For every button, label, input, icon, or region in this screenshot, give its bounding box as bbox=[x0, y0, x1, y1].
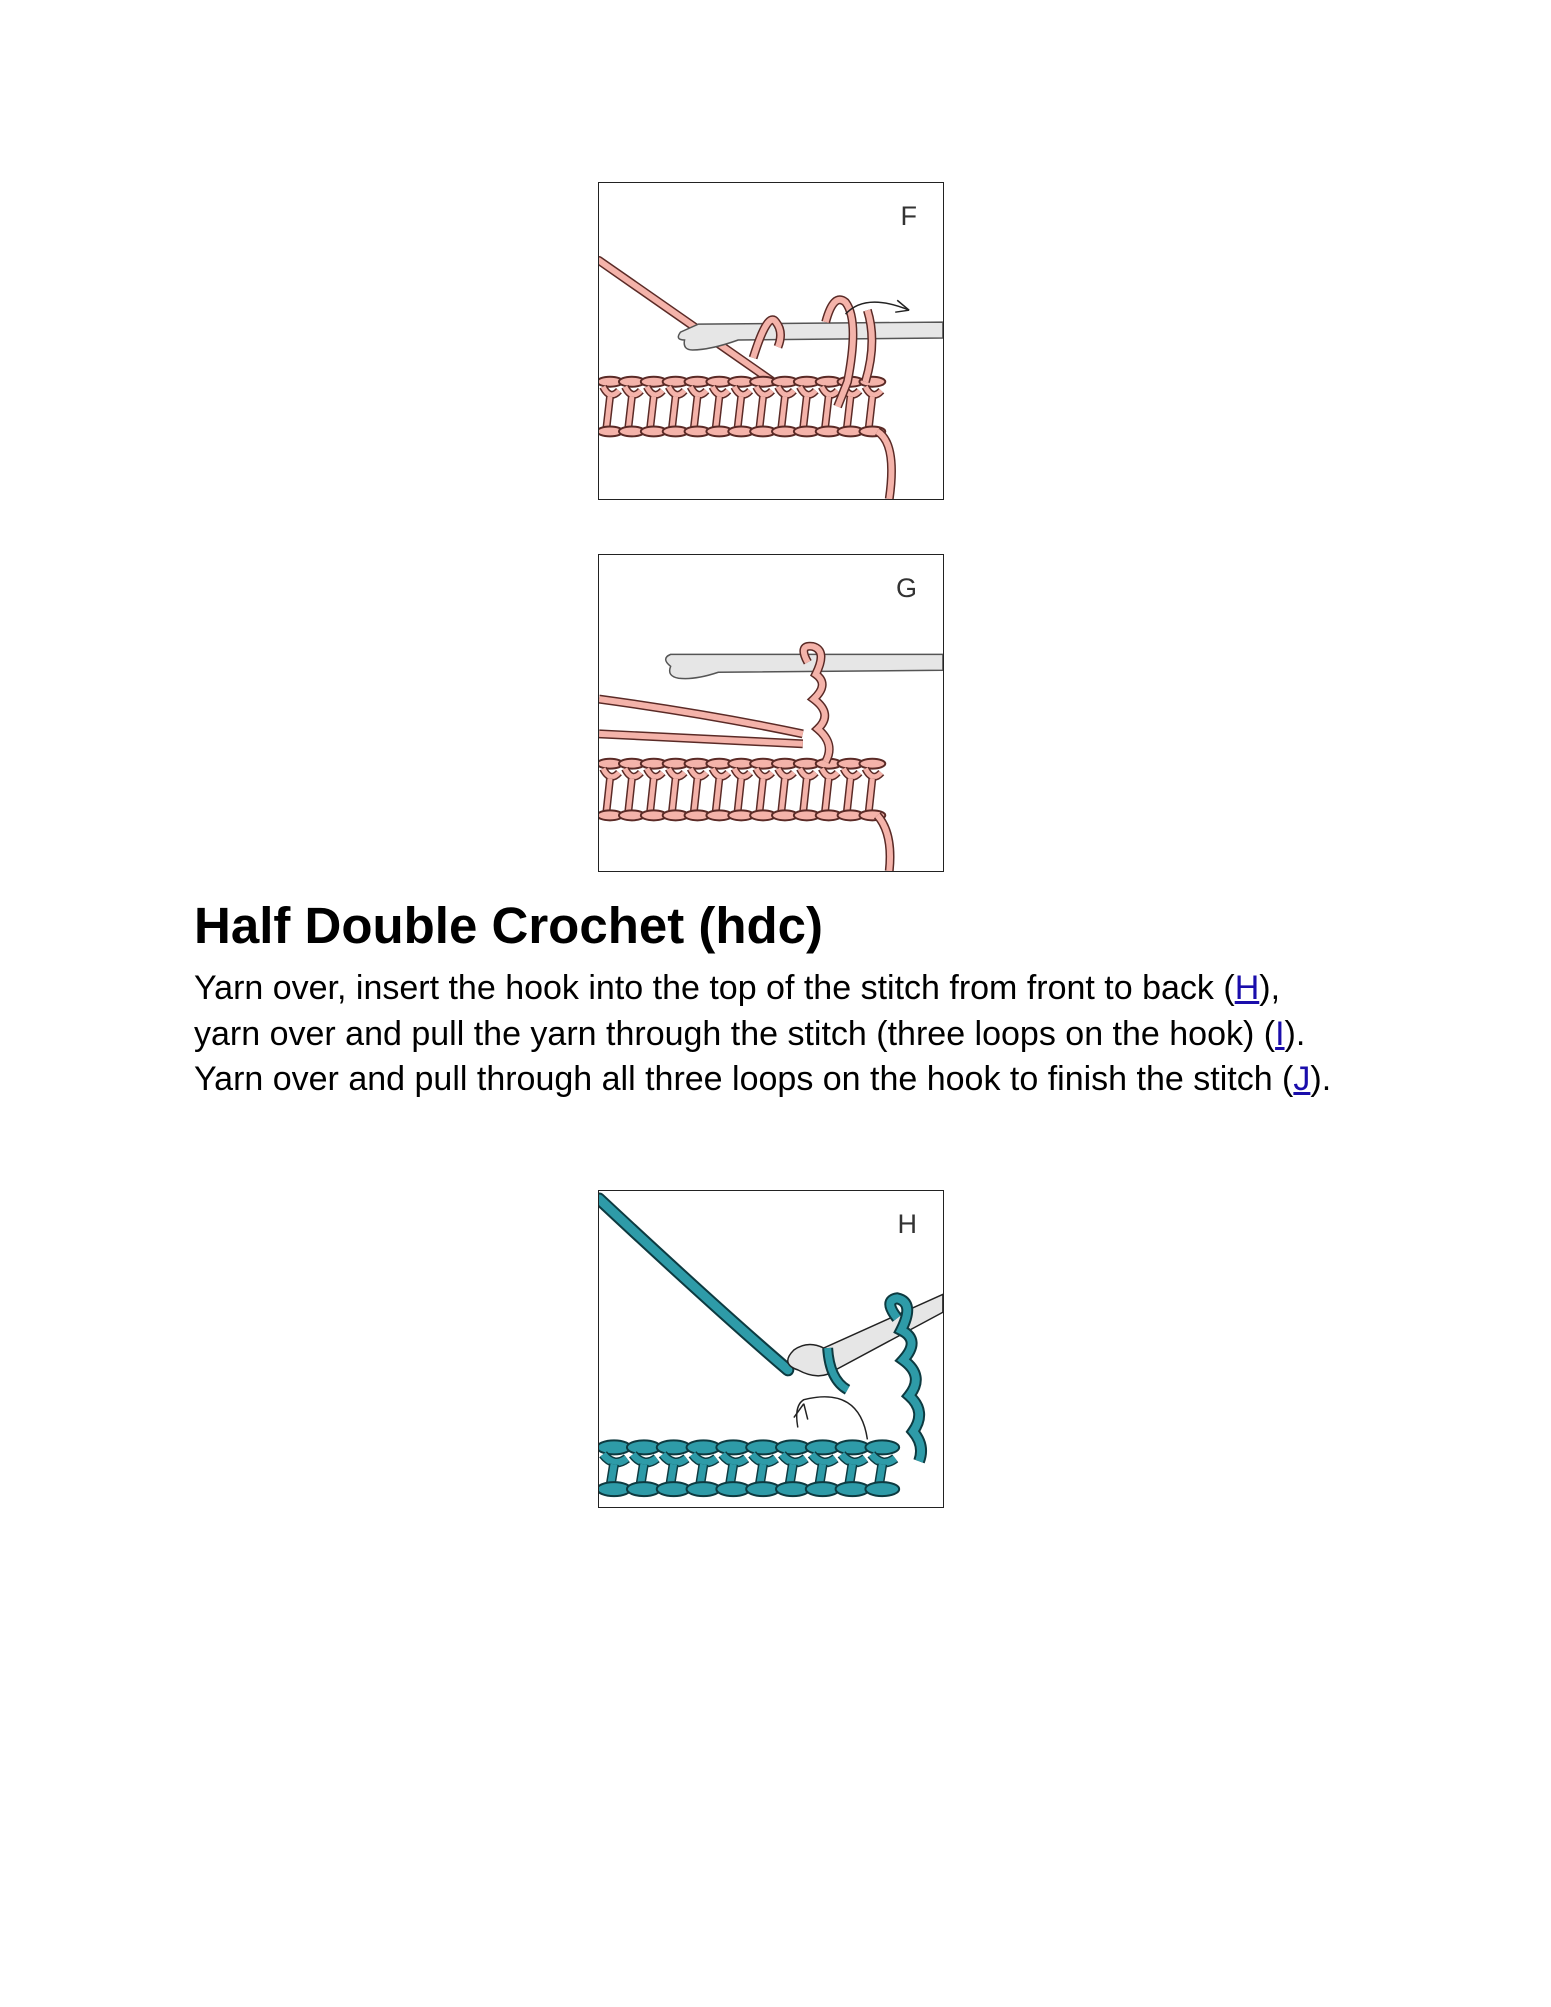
figure-h-illustration bbox=[598, 1190, 944, 1508]
paragraph-text: Yarn over, insert the hook into the top of the stitch from front to back ( bbox=[194, 969, 1235, 1007]
figure-f-illustration bbox=[598, 182, 944, 500]
figure-j-link[interactable]: J bbox=[1293, 1060, 1311, 1098]
figure-h-link[interactable]: H bbox=[1234, 969, 1260, 1007]
instructions-paragraph bbox=[194, 966, 1354, 1103]
crochet-illustration-f bbox=[599, 183, 943, 499]
crochet-illustration-h bbox=[599, 1191, 943, 1507]
figure-i-link[interactable]: I bbox=[1275, 1014, 1285, 1053]
paragraph-text: ). bbox=[1310, 1060, 1332, 1098]
figure-g-illustration bbox=[598, 554, 944, 872]
crochet-illustration-g bbox=[599, 555, 943, 871]
figure-label: H bbox=[897, 1209, 917, 1239]
figure-label: G bbox=[895, 573, 917, 603]
section-heading: Half Double Crochet (hdc) bbox=[194, 897, 824, 954]
figure-label: F bbox=[900, 201, 917, 231]
paragraph-text: ). Yarn over and pull through all three loops on the hook to finish the stitch ( bbox=[194, 1014, 1306, 1098]
paragraph-text: ), yarn over and pull the yarn through the stitch (three loops on the hook) ( bbox=[194, 969, 1281, 1053]
